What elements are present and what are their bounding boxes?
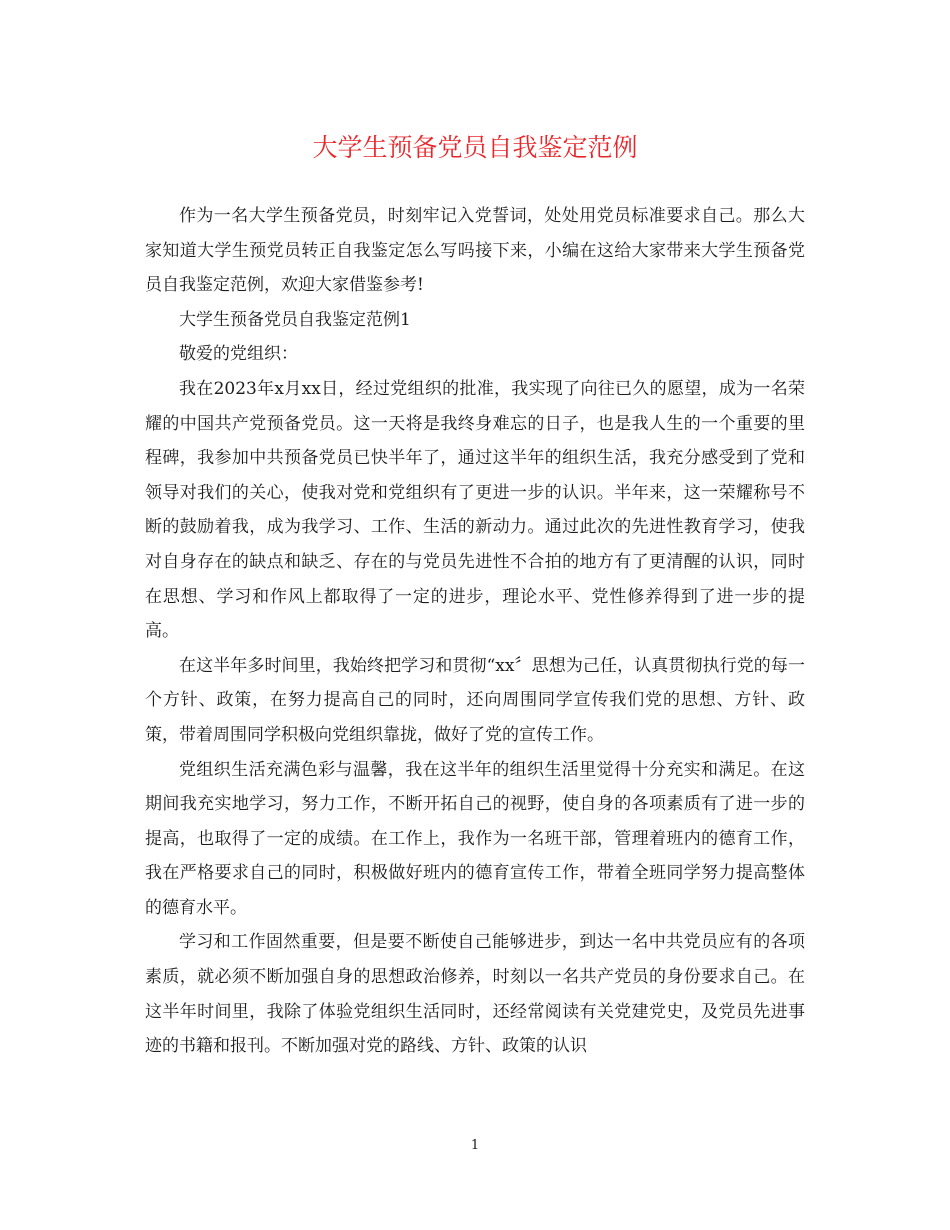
document-title: 大学生预备党员自我鉴定范例 bbox=[312, 133, 638, 162]
paragraph-body-1: 我在2023年x月xx日，经过党组织的批准，我实现了向往已久的愿望，成为一名荣耀的中国共产党预备党员。这一天将是我终身难忘的日子，也是我人生的一个重要的里程碑，我参加中共预备党员已快半年了，通过这半年的组织生活，我充分感受到了党和领导对我们的关心，使我对党和党组织有了更进一步的认识。半年来，这一荣耀称号不断的鼓励着我，成为我学习、工作、生活的新动力。通过此次的先进性教育学习，使我对自身存在的缺点和缺乏、存在的与党员先进性不合拍的地方有了更清醒的认识，同时在思想、学习和作风上都取得了一定的进步，理论水平、党性修养得到了进一步的提高。 bbox=[145, 378, 805, 642]
paragraph-body-4: 学习和工作固然重要，但是要不断使自己能够进步，到达一名中共党员应有的各项素质，就必须不断加强自身的思想政治修养，时刻以一名共产党员的身份要求自己。在这半年时间里，我除了体验党组织生活同时，还经常阅读有关党建党史，及党员先进事迹的书籍和报刊。不断加强对党的路线、方针、政策的认识 bbox=[145, 932, 805, 1057]
paragraph-example-heading: 大学生预备党员自我鉴定范例1 bbox=[179, 309, 411, 330]
page-number: 1 bbox=[470, 1138, 480, 1153]
document-body bbox=[145, 199, 805, 1064]
paragraph-salutation: 敬爱的党组织： bbox=[179, 344, 298, 365]
paragraph-intro: 作为一名大学生预备党员，时刻牢记入党誓词，处处用党员标准要求自己。那么大家知道大学生预党员转正自我鉴定怎么写吗接下来，小编在这给大家带来大学生预备党员自我鉴定范例，欢迎大家借鉴参考! bbox=[145, 206, 805, 296]
paragraph-body-3: 党组织生活充满色彩与温馨，我在这半年的组织生活里觉得十分充实和满足。在这期间我充实地学习，努力工作，不断开拓自己的视野，使自身的各项素质有了进一步的提高，也取得了一定的成绩。在工作上，我作为一名班干部，管理着班内的德育工作，我在严格要求自己的同时，积极做好班内的德育宣传工作，带着全班同学努力提高整体的德育水平。 bbox=[145, 759, 805, 918]
paragraph-body-2: 在这半年多时间里，我始终把学习和贯彻“xx〞思想为己任，认真贯彻执行党的每一个方针、政策，在努力提高自己的同时，还向周围同学宣传我们党的思想、方针、政策，带着周围同学积极向党组织靠拢，做好了党的宣传工作。 bbox=[145, 655, 805, 745]
